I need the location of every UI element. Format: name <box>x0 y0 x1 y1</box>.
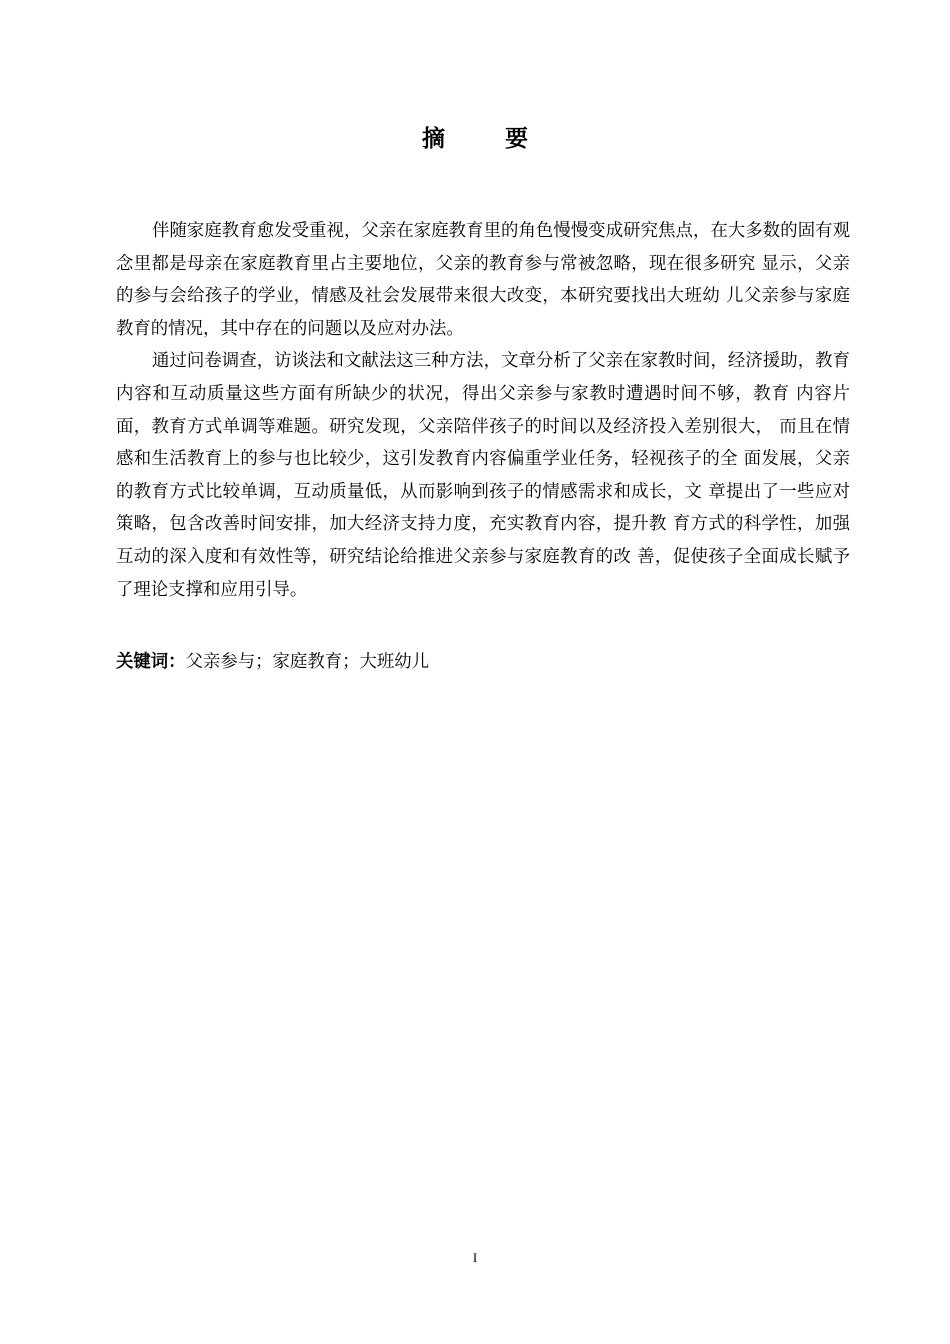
abstract-paragraph-1: 伴随家庭教育愈发受重视，父亲在家庭教育里的角色慢慢变成研究焦点，在大多数的固有观念里都是母亲在家庭教育里占主要地位，父亲的教育参与常被忽略，现在很多研究 显示，父亲的参与会给孩子的学业，情感及社会发展带来很大改变，本研究要找出大班幼 儿父亲参与家庭教育的情况，其中存在的问题以及应对办法。 <box>116 221 850 339</box>
abstract-body <box>116 215 850 606</box>
keywords-line <box>116 646 850 678</box>
page-number: I <box>472 1250 478 1265</box>
abstract-paragraph-2: 通过问卷调查，访谈法和文献法这三种方法，文章分析了父亲在家教时间，经济援助，教育内容和互动质量这些方面有所缺少的状况，得出父亲参与家教时遭遇时间不够，教育 内容片面，教育方式单调等难题。研究发现，父亲陪伴孩子的时间以及经济投入差别很大， 而且在情感和生活教育上的参与也比较少，这引发教育内容偏重学业任务，轻视孩子的全 面发展，父亲的教育方式比较单调，互动质量低，从而影响到孩子的情感需求和成长，文 章提出了一些应对策略，包含改善时间安排，加大经济支持力度，充实教育内容，提升教 育方式的科学性，加强互动的深入度和有效性等，研究结论给推进父亲参与家庭教育的改 善，促使孩子全面成长赋予了理论支撑和应用引导。 <box>116 351 850 600</box>
page-title: 摘 要 <box>421 126 554 152</box>
keywords-label: 关键词： <box>116 652 186 672</box>
keywords-text: 父亲参与；家庭教育；大班幼儿 <box>185 652 430 672</box>
